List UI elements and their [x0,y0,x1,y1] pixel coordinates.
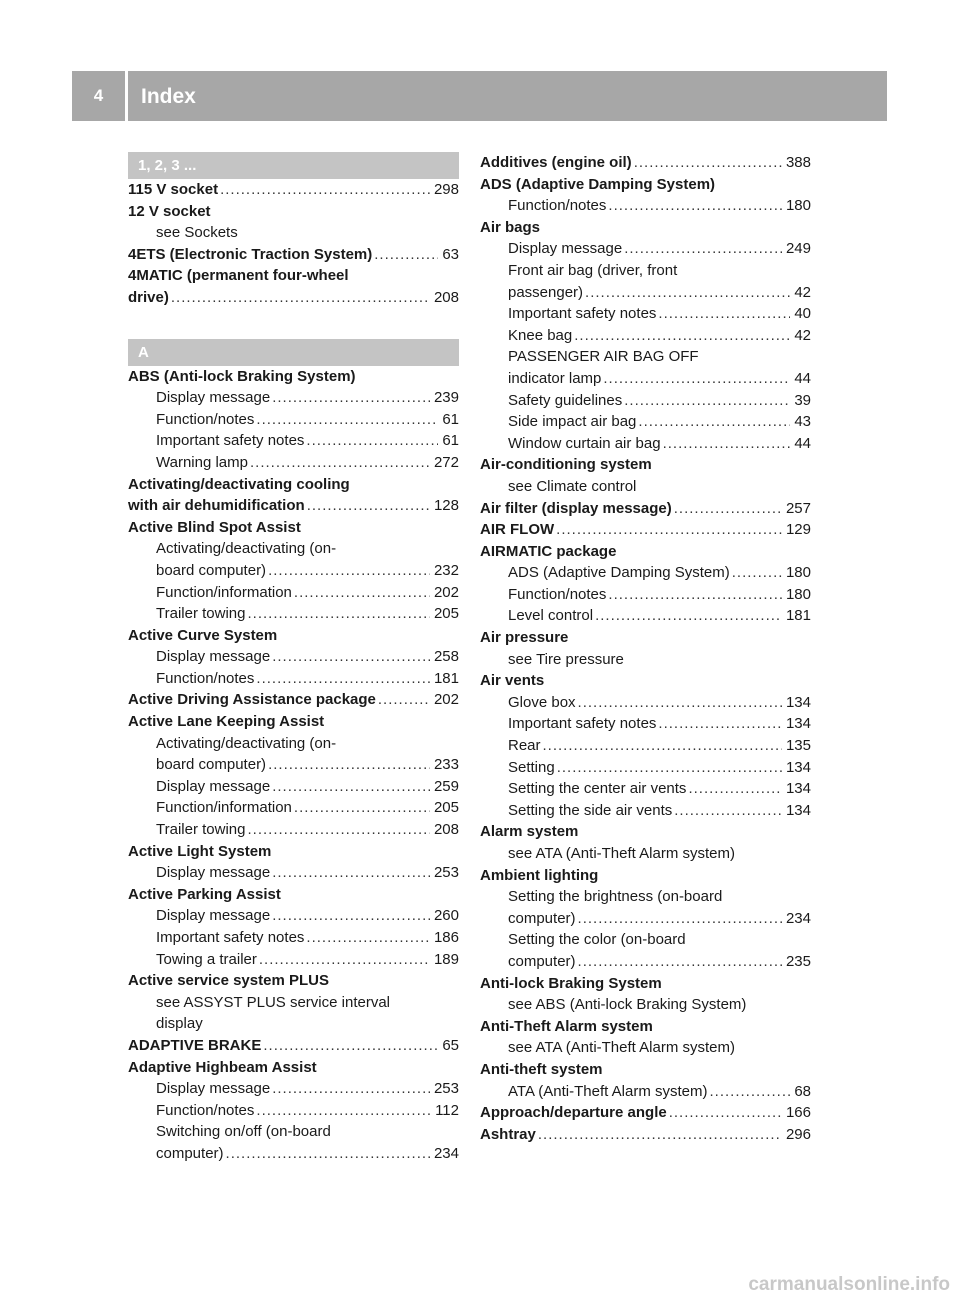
entry-text: Ashtray [480,1125,536,1143]
entry-text: Active Blind Spot Assist [128,518,301,536]
entry-text: Knee bag [508,326,573,344]
index-subentry[interactable] [128,1100,459,1122]
dot-leader [557,757,782,779]
entry-text: Anti-Theft Alarm system [480,1017,653,1035]
index-subentry[interactable] [480,282,811,304]
entry-text: computer) [508,909,576,927]
index-subentry[interactable] [480,238,811,260]
index-entry [128,1057,459,1079]
entry-text: Air pressure [480,629,569,647]
entry-text: drive) [128,288,169,306]
entry-text: Air bags [480,218,541,236]
index-entry [128,711,459,733]
index-subentry[interactable] [128,862,459,884]
dot-leader [538,1124,782,1146]
page-reference[interactable]: 61 [442,410,459,428]
entry-text: Window curtain air bag [508,434,661,452]
page-reference[interactable]: 166 [785,1104,811,1122]
index-entry [128,625,459,647]
index-subentry [480,929,811,951]
entry-text: Setting the center air vents [508,780,687,798]
dot-leader [272,387,430,409]
entry-text: Active Lane Keeping Assist [128,713,325,731]
entry-text: Display message [508,240,623,258]
dot-leader [634,152,782,174]
index-subentry[interactable] [480,195,811,217]
entry-text: Setting the brightness (on-board [508,888,723,906]
index-subentry [480,649,811,671]
page-reference[interactable]: 134 [785,715,811,733]
entry-text: Function/information [156,799,292,817]
page-reference[interactable]: 298 [433,181,459,198]
index-subentry [128,1013,459,1035]
dot-leader [658,713,782,735]
entry-text: Switching on/off (on-board [156,1123,331,1141]
page-reference[interactable]: 202 [433,583,459,601]
page-reference[interactable]: 65 [442,1036,459,1054]
index-subentry[interactable] [480,908,811,930]
entry-text: Alarm system [480,823,579,841]
entry-text: Glove box [508,693,576,711]
entry-text: Rear [508,737,541,755]
index-subentry[interactable] [128,560,459,582]
entry-text: AIRMATIC package [480,542,617,560]
entry-text: Air-conditioning system [480,456,652,474]
index-subentry [128,1121,459,1143]
entry-text: see ASSYST PLUS service interval [156,993,390,1011]
entry-text: Setting [508,758,555,776]
entry-text: see Tire pressure [508,650,624,668]
index-column-right [480,152,811,1145]
entry-text: Important safety notes [508,305,657,323]
page-reference[interactable]: 61 [442,432,459,450]
entry-text: Active Light System [128,842,272,860]
entry-text: Active service system PLUS [128,972,329,990]
index-subentry[interactable] [480,778,811,800]
index-subentry[interactable] [480,303,811,325]
page-reference[interactable]: 258 [433,648,459,666]
dot-leader [272,1078,430,1100]
index-entry [128,366,459,388]
index-entry [480,541,811,563]
dot-leader [306,430,438,452]
dot-leader [669,1102,782,1124]
index-subentry [480,346,811,368]
dot-leader [674,800,782,822]
entry-text: see ATA (Anti-Theft Alarm system) [508,845,736,862]
page-reference[interactable]: 239 [433,389,459,407]
index-entry [128,474,459,496]
index-subentry[interactable] [128,582,459,604]
index-subentry [480,476,811,498]
page-reference[interactable]: 68 [794,1082,811,1100]
index-entry [480,670,811,692]
page-reference[interactable]: 134 [785,801,811,819]
dot-leader [674,498,782,520]
page-reference[interactable]: 208 [433,288,459,306]
entry-text: Important safety notes [156,432,305,450]
page-header [72,71,887,121]
entry-text: Level control [508,607,594,625]
page-reference[interactable]: 40 [794,305,811,323]
index-entry[interactable] [480,1102,811,1124]
dot-leader [263,1035,438,1057]
entry-text: Active Curve System [128,626,278,644]
index-subentry[interactable] [480,605,811,627]
entry-text: 115 V socket [128,181,219,198]
index-subentry [128,222,459,244]
dot-leader [272,862,430,884]
index-subentry [480,886,811,908]
entry-text: ATA (Anti-Theft Alarm system) [508,1082,708,1100]
entry-text: Activating/deactivating (on- [156,734,337,752]
index-entry[interactable] [128,244,459,266]
entry-text: Anti-theft system [480,1060,603,1078]
index-entry[interactable] [128,689,459,711]
entry-text: board computer) [156,756,267,774]
entry-text: Display message [156,648,271,666]
page-reference[interactable]: 180 [785,585,811,603]
entry-text: Display message [156,389,271,407]
dot-leader [374,244,438,266]
index-entry [480,865,811,887]
entry-text: see ATA (Anti-Theft Alarm system) [508,1039,736,1057]
dot-leader [732,562,782,584]
page-reference[interactable]: 134 [785,758,811,776]
entry-text: Activating/deactivating (on- [156,540,337,558]
page-reference[interactable]: 180 [785,564,811,582]
index-subentry[interactable] [128,1078,459,1100]
entry-text: PASSENGER AIR BAG OFF [508,348,699,366]
entry-text: ABS (Anti-lock Braking System) [128,367,356,385]
entry-text: Function/information [156,583,292,601]
page-reference[interactable]: 272 [433,453,459,471]
entry-text: board computer) [156,561,267,579]
entry-text: display [156,1015,203,1033]
dot-leader [624,390,790,412]
page-reference[interactable]: 388 [785,154,811,171]
dot-leader [578,908,782,930]
dot-leader [272,776,430,798]
entry-text: Side impact air bag [508,413,637,431]
dot-leader [658,303,790,325]
entry-text: AIR FLOW [480,521,555,539]
dot-leader [259,949,430,971]
index-subentry[interactable] [480,411,811,433]
dot-leader [268,560,430,582]
page-reference[interactable]: 181 [785,607,811,625]
page-reference[interactable]: 205 [433,799,459,817]
index-subentry[interactable] [480,757,811,779]
entry-text: 12 V socket [128,202,211,220]
index-entry[interactable] [128,287,459,309]
entry-text: Additives (engine oil) [480,154,632,171]
dot-leader [256,1100,431,1122]
index-subentry[interactable] [480,800,811,822]
page-reference[interactable]: 180 [785,197,811,215]
index-subentry[interactable] [480,1081,811,1103]
index-entry[interactable] [128,1035,459,1057]
dot-leader [585,282,790,304]
page-reference[interactable]: 202 [433,691,459,709]
index-subentry [128,538,459,560]
entry-text: Important safety notes [508,715,657,733]
entry-text: Display message [156,907,271,925]
index-subentry [480,260,811,282]
index-subentry[interactable] [128,668,459,690]
dot-leader [378,689,430,711]
dot-leader [247,819,429,841]
index-subentry[interactable] [128,1143,459,1165]
index-subentry[interactable] [128,949,459,971]
index-subentry[interactable] [480,433,811,455]
page-reference[interactable]: 253 [433,1080,459,1098]
entry-text: Function/notes [156,410,255,428]
entry-text: see Climate control [508,477,637,495]
entry-text: Setting the color (on-board [508,931,686,949]
dot-leader [247,603,429,625]
entry-text: Function/notes [156,669,255,687]
watermark: carmanualsonline.info [748,1274,950,1295]
index-entry [480,821,811,843]
page-reference[interactable]: 260 [433,907,459,925]
index-subentry[interactable] [480,368,811,390]
page-reference[interactable]: 189 [433,950,459,968]
index-entry[interactable] [480,152,811,174]
index-entry [480,454,811,476]
dot-leader [272,646,430,668]
page-reference[interactable]: 296 [785,1125,811,1143]
page-reference[interactable]: 235 [785,952,811,970]
entry-text: Display message [156,1080,271,1098]
page-reference[interactable]: 234 [785,909,811,927]
page-number: 4 [93,86,104,105]
index-subentry[interactable] [128,797,459,819]
dot-leader [608,195,782,217]
index-subentry[interactable] [128,409,459,431]
page-reference[interactable]: 42 [794,283,811,301]
index-subentry[interactable] [480,584,811,606]
page-reference[interactable]: 134 [785,693,811,711]
dot-leader [578,951,782,973]
page-reference[interactable]: 205 [433,605,459,623]
page-reference[interactable]: 208 [433,821,459,839]
dot-leader [574,325,790,347]
dot-leader [688,778,782,800]
entry-text: Function/notes [156,1101,255,1119]
index-subentry[interactable] [480,735,811,757]
entry-text: see ABS (Anti-lock Braking System) [508,996,747,1014]
index-subentry[interactable] [128,646,459,668]
dot-leader [294,797,430,819]
entry-text: Active Driving Assistance package [128,691,376,709]
section-spacer [128,309,459,339]
dot-leader [226,1143,430,1165]
page-title: Index [141,85,196,108]
index-entry [128,841,459,863]
index-entry [480,1016,811,1038]
index-entry [480,973,811,995]
index-column-left [128,152,459,1165]
entry-text: Approach/departure angle [480,1104,667,1122]
dot-leader [556,519,782,541]
page-reference[interactable]: 135 [785,737,811,755]
dot-leader [578,692,782,714]
entry-text: ADS (Adaptive Damping System) [508,564,730,582]
entry-text: see Sockets [156,224,238,242]
index-entry [128,884,459,906]
page-reference[interactable]: 43 [794,413,811,431]
index-subentry[interactable] [128,387,459,409]
entry-text: with air dehumidification [128,497,305,515]
dot-leader [543,735,782,757]
dot-leader [663,433,791,455]
page-reference[interactable]: 249 [785,240,811,258]
entry-text: Activating/deactivating cooling [128,475,350,493]
dot-leader [624,238,782,260]
entry-text: Safety guidelines [508,391,623,409]
index-subentry[interactable] [480,692,811,714]
page-reference[interactable]: 134 [785,780,811,798]
dot-leader [638,411,790,433]
dot-leader [268,754,430,776]
index-subentry[interactable] [128,754,459,776]
index-subentry [480,994,811,1016]
index-entry [480,1059,811,1081]
page-reference[interactable]: 44 [794,434,811,452]
index-subentry[interactable] [480,562,811,584]
entry-text: 4MATIC (permanent four-wheel [128,267,349,285]
index-entry [480,217,811,239]
entry-text: Air filter (display message) [480,499,672,517]
dot-leader [220,179,430,201]
index-entry[interactable] [480,519,811,541]
page-reference[interactable]: 257 [785,499,811,517]
entry-text: Front air bag (driver, front [508,261,678,279]
page-reference[interactable]: 253 [433,864,459,882]
index-entry [128,201,459,223]
index-subentry[interactable] [128,776,459,798]
dot-leader [608,584,782,606]
page-reference[interactable]: 129 [785,521,811,539]
index-subentry[interactable] [128,603,459,625]
entry-text: Trailer towing [156,821,246,839]
entry-text: computer) [156,1144,224,1162]
dot-leader [171,287,430,309]
entry-text: ADS (Adaptive Damping System) [480,175,716,193]
page-reference[interactable]: 234 [433,1144,459,1162]
index-subentry[interactable] [128,430,459,452]
page-reference[interactable]: 233 [433,756,459,774]
index-subentry[interactable] [480,325,811,347]
index-subentry[interactable] [480,390,811,412]
index-entry [128,517,459,539]
page-reference[interactable]: 39 [794,391,811,409]
index-section-letter: A [128,339,459,366]
page-reference[interactable]: 232 [433,561,459,579]
page-reference[interactable]: 112 [435,1101,459,1119]
entry-text: Warning lamp [156,453,248,471]
entry-text: computer) [508,952,576,970]
index-subentry[interactable] [128,927,459,949]
entry-text: Towing a trailer [156,950,257,968]
index-subentry [480,1037,811,1059]
entry-text: Air vents [480,672,545,690]
page-reference[interactable]: 181 [433,669,459,687]
index-subentry [128,733,459,755]
entry-text: Function/notes [508,585,607,603]
index-entry[interactable] [128,179,459,201]
entry-text: Display message [156,777,271,795]
dot-leader [595,605,782,627]
entry-text: Adaptive Highbeam Assist [128,1058,317,1076]
entry-text: 4ETS (Electronic Traction System) [128,245,373,263]
entry-text: Active Parking Assist [128,885,281,903]
dot-leader [709,1081,790,1103]
entry-text: passenger) [508,283,584,301]
index-subentry[interactable] [128,452,459,474]
page-reference[interactable]: 128 [433,497,459,515]
entry-text: Setting the side air vents [508,801,673,819]
dot-leader [603,368,790,390]
index-entry[interactable] [128,495,459,517]
index-subentry[interactable] [480,713,811,735]
entry-text: Important safety notes [156,929,305,946]
index-subentry [128,992,459,1014]
dot-leader [256,409,438,431]
entry-text: Function/notes [508,197,607,215]
index-entry [480,627,811,649]
entry-text: Trailer towing [156,605,246,623]
index-subentry[interactable] [128,905,459,927]
index-entry[interactable] [480,498,811,520]
entry-text: ADAPTIVE BRAKE [128,1036,262,1054]
dot-leader [307,495,430,517]
header-separator [125,71,128,121]
dot-leader [272,905,430,927]
dot-leader [294,582,430,604]
entry-text: indicator lamp [508,369,602,387]
index-subentry[interactable] [480,951,811,973]
index-entry [128,970,459,992]
entry-text: Ambient lighting [480,866,599,884]
index-entry [128,265,459,287]
page-reference[interactable]: 186 [433,929,459,946]
dot-leader [250,452,430,474]
dot-leader [306,927,430,949]
index-entry [480,174,811,196]
index-subentry[interactable] [128,819,459,841]
entry-text: Anti-lock Braking System [480,974,662,992]
page-reference[interactable]: 44 [794,369,811,387]
dot-leader [256,668,430,690]
page-reference[interactable]: 259 [433,777,459,795]
page-reference[interactable]: 63 [442,245,459,263]
index-entry[interactable] [480,1124,811,1146]
entry-text: Display message [156,864,271,882]
index-section-letter: 1, 2, 3 ... [128,152,459,179]
page-reference[interactable]: 42 [794,326,811,344]
index-subentry [480,843,811,865]
